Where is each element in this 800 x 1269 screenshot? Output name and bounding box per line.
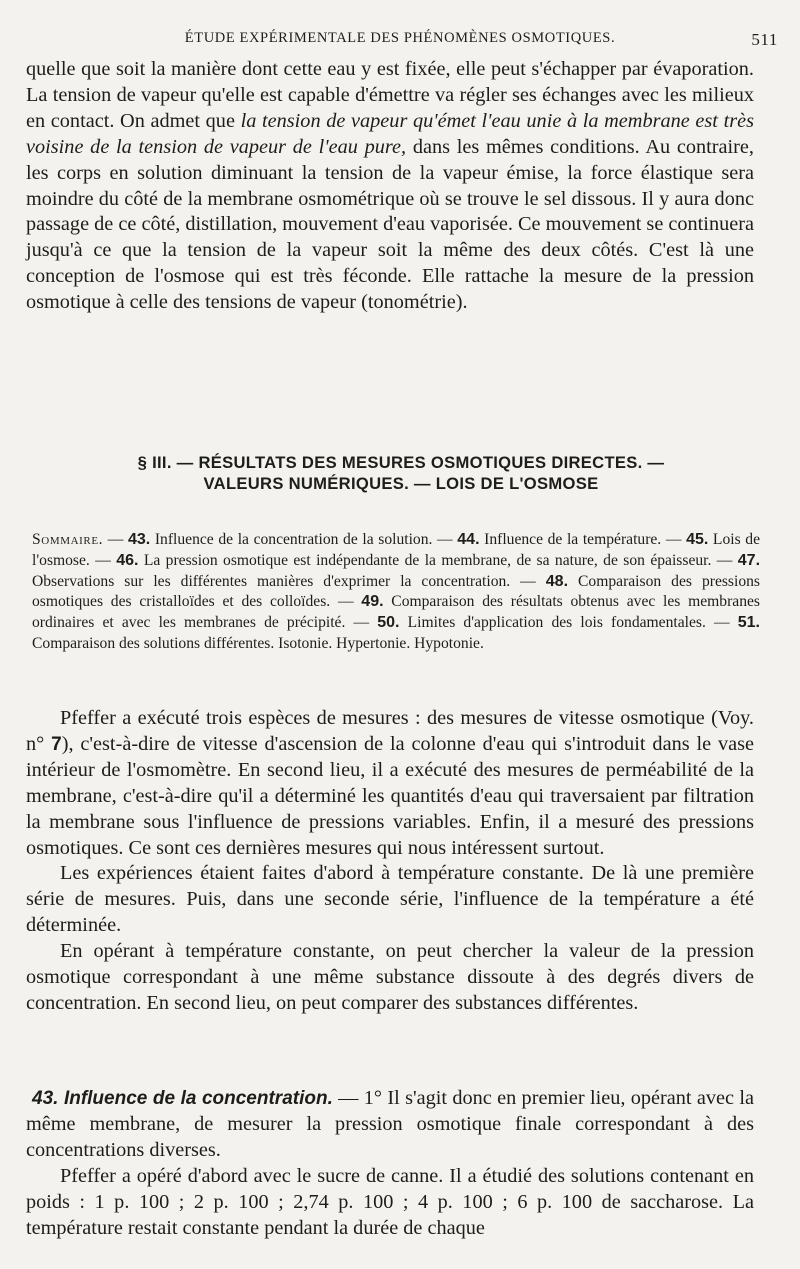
summary-item-num: 49. [361,593,384,611]
summary-item-text: Comparaison des pressions osmotiques des cristalloïdes et des colloïdes. — [32,572,760,611]
summary-item-text: Lois de l'osmose. — [32,531,760,569]
intro-text-a: quelle que soit la manière dont cette eau y est fixée, elle peut s'échapper par évaporation. La tension de vapeur qu'elle est capable d'émettre va régler ses échanges avec les milieux en contact. On admet que [26,58,754,132]
summary-block [32,530,760,655]
main-body-block [26,706,754,1017]
running-title: ÉTUDE EXPÉRIMENTALE DES PHÉNOMÈNES OSMOTIQUES. [184,30,616,46]
summary-item-text: La pression osmotique est indépendante de la membrane, de sa nature, de son épaisseur. — [138,551,738,569]
summary-item-num: 44. [457,531,480,548]
intro-text-b: dans les mêmes conditions. Au contraire, les corps en solution diminuant la tension de la vapeur émise, la force élastique sera moindre du côté de la membrane osmométrique où se trouve le sel dissous. Il y aura donc passage de ce côté, distillation, mouvement d'eau vaporisée. Ce mouvement se continuera jusqu'à ce que la tension de la vapeur soit la même des deux côtés. C'est là une conception de l'osmose qui est très féconde. Elle rattache la mesure de la pression osmotique à celle des tensions de vapeur (tonométrie). [26,135,754,314]
summary-item-num: 51. [737,614,760,632]
section-heading [26,452,776,494]
summary-item-num: 47. [737,551,761,569]
paragraph-pfeffer-sucre: Pfeffer a opéré d'abord avec le sucre de canne. Il a étudié des solutions contenant en poids : 1 p. 100 ; 2 p. 100 ; 2,74 p. 100 ; 4 p. 100 ; 6 p. 100 de saccharose. La température restait constante pendant la durée de chaque [26,1164,754,1239]
summary-paragraph: Sommaire. — 43. Influence de la concentration de la solution. — 44. Influence de la température. — 45. Lois de l'osmose. — 46. La pression osmotique est indépendante de la membrane, de sa nature, de son épaisseur. — 47. Observations sur les différentes manières d'exprimer la concentration. — 48. Comparaison des pressions osmotiques des cristalloïdes et des colloïdes. — 49. Comparaison des résultats obtenus avec les membranes ordinaires et avec les membranes de précipité. — 50. Limites d'application des lois fondamentales. — 51. Comparaison des solutions différentes. Isotonie. Hypertonie. Hypotonie. [32,531,761,652]
intro-italic-text: la tension de vapeur qu'émet l'eau unie à la membrane est très voisine de la tension de vapeur de l'eau pure, [26,109,754,158]
subsection-heading-43: 43. Influence de la concentration. [32,1088,333,1109]
page-number: 511 [751,30,778,49]
paragraph-measures-a: Pfeffer a exécuté trois espèces de mesures : des mesures de vitesse osmotique (Voy. n° [26,707,754,755]
summary-item-num: 46. [116,551,139,569]
summary-item-text: Comparaison des résultats obtenus avec les membranes ordinaires et avec les membranes de précipité. — [32,593,761,632]
summary-item-text: Observations sur les différentes manières d'exprimer la concentration. — [32,572,546,590]
summary-item-num: 50. [377,614,400,632]
intro-paragraph [26,57,754,316]
section-heading-line-2: VALEURS NUMÉRIQUES. — LOIS DE L'OSMOSE [203,474,599,493]
paragraph-experiences: Les expériences étaient faites d'abord à température constante. De là une première série de mesures. Puis, dans une seconde série, l'influence de la température a été déterminée. [26,862,754,937]
subsection-43-block [26,1086,754,1241]
summary-item-text: Influence de la température. — [479,531,687,548]
summary-item-text: Comparaison des solutions différentes. Isotonie. Hypertonie. Hypotonie. [32,634,484,652]
summary-label: Sommaire. [32,531,104,548]
intro-paragraph-block [26,57,754,316]
summary-item-text: Influence de la concentration de la solution. — [150,531,458,548]
summary-item-num: 43. [127,531,151,548]
paragraph-43-text: — 1° Il s'agit donc en premier lieu, opérant avec la même membrane, de mesurer la pression osmotique finale correspondant à des concentrations diverses. [26,1087,754,1161]
summary-item-text: Limites d'application des lois fondamentales. — [399,614,738,632]
summary-item-num: 45. [686,531,709,548]
paragraph-measures-b: ), c'est-à-dire de vitesse d'ascension de la colonne d'eau qui s'introduit dans le vase intérieur de l'osmomètre. En second lieu, il a exécuté des mesures de perméabilité de la membrane, c'est-à-dire qu'il a déterminé les quantités d'eau qui traversaient par filtration la membrane sous l'influence de pressions variables. Enfin, il a mesuré des pressions osmotiques. Ce sont ces dernières mesures qui nous intéressent surtout. [26,732,754,859]
section-heading-line-1: § III. — RÉSULTATS DES MESURES OSMOTIQUES DIRECTES. — [137,453,665,472]
paragraph-43 [26,1086,754,1164]
summary-item-num: 48. [545,572,569,590]
reference-number: 7 [51,733,62,755]
running-header [0,30,800,52]
paragraph-constant-temperature: En opérant à température constante, on peut chercher la valeur de la pression osmotique correspondant à une même substance dissoute à des degrés divers de concentration. En second lieu, on peut comparer des substances différentes. [26,940,754,1014]
paragraph-measures [26,706,754,861]
